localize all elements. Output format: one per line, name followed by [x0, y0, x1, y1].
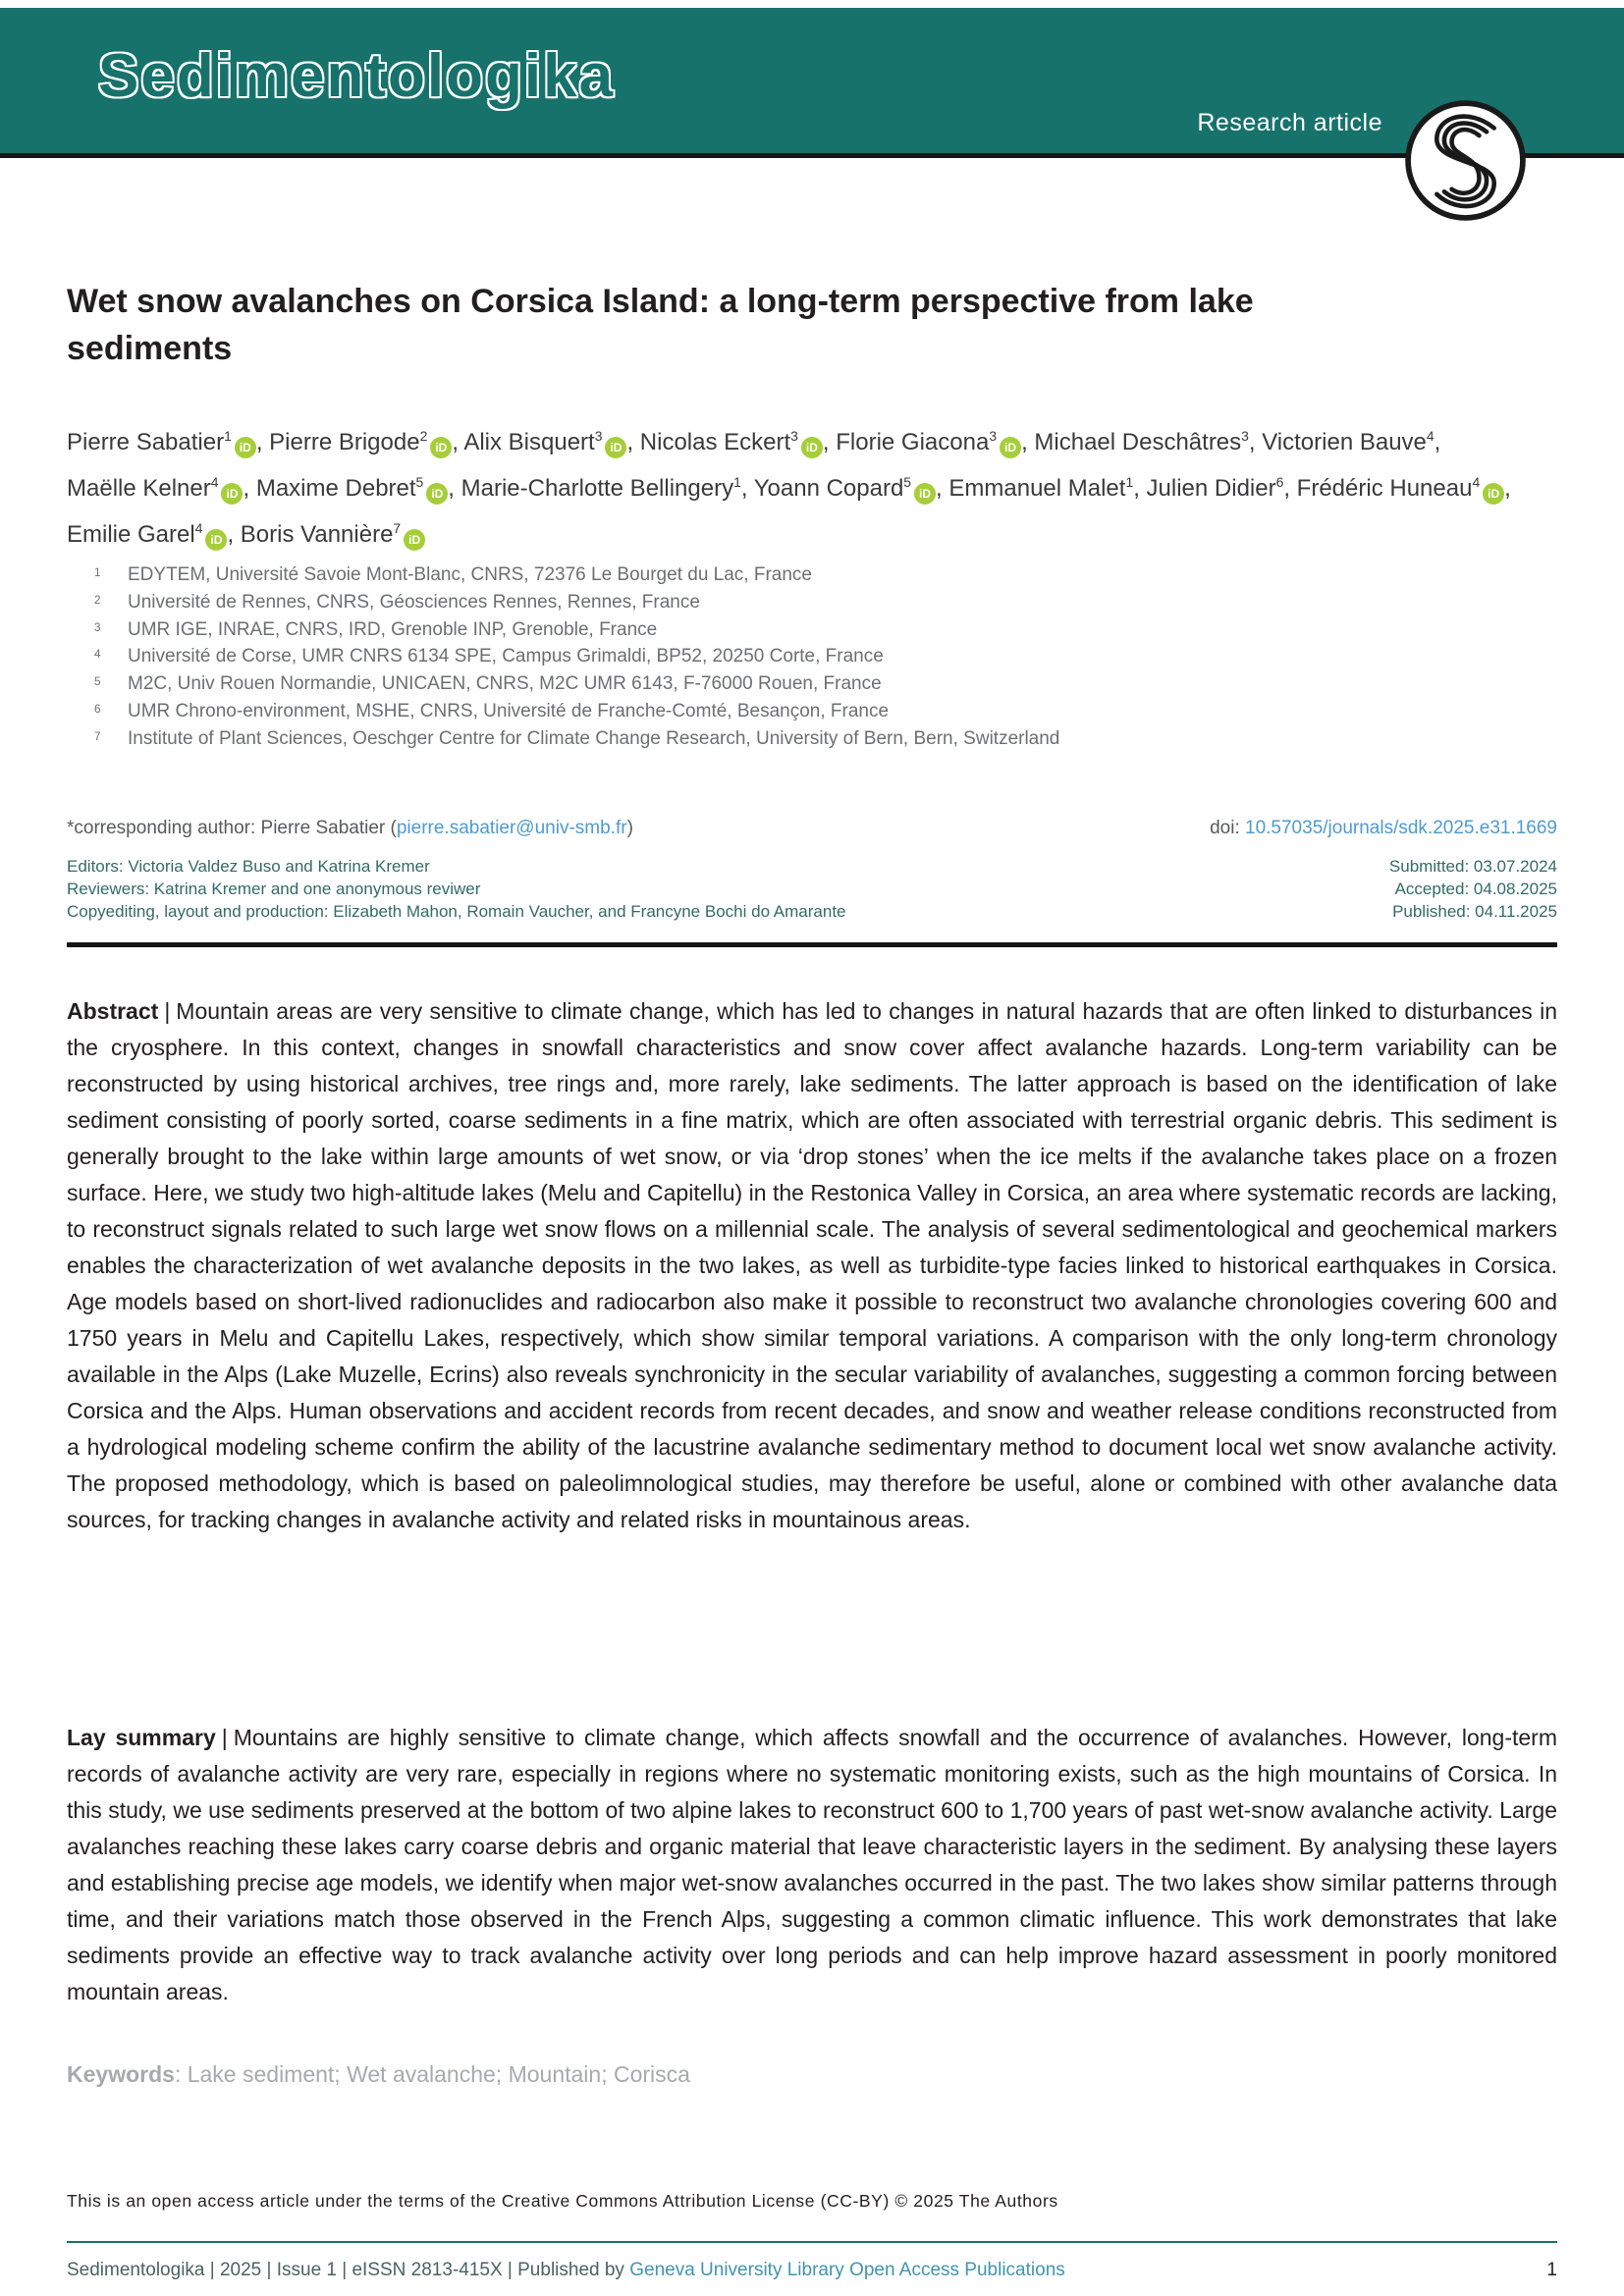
doi-link[interactable]: 10.57035/journals/sdk.2025.e31.1669 — [1245, 818, 1557, 838]
abstract-text: Mountain areas are very sensitive to climate change, which has led to changes in natural hazards that are often linked to disturbances in the cryosphere. In this context, changes in snowfall characteristics and snow cover affect avalanche hazards. Long-term variability can be reconstructed by using historical archives, tree rings and, more rarely, lake sediments. The latter approach is based on the identification of lake sediment consisting of poorly sorted, coarse sediments in a fine matrix, which are often associated with terrestrial organic debris. This sediment is generally brought to the lake within large amounts of wet snow, or via ‘drop stones’ when the ice melts if the avalanche takes place on a frozen surface. Here, we study two high-altitude lakes (Melu and Capitellu) in the Restonica Valley in Corsica, an area where systematic records are lacking, to reconstruct signals related to such large wet snow flows on a millennial scale. The analysis of several sedimentological and geochemical markers enables the characterization of wet avalanche deposits in the two lakes, as well as turbidite-type facies linked to historical earthquakes in Corsica. Age models based on short-lived radionuclides and radiocarbon also make it possible to reconstruct two avalanche chronologies covering 600 and 1750 years in Melu and Capitellu Lakes, respectively, which show similar temporal variations. A comparison with the only long-term chronology available in the Alps (Lake Muzelle, Ecrins) also reveals synchronicity in the secular variability of avalanches, suggesting a common forcing between Corsica and the Alps. Human observations and accident records from recent decades, and snow and weather release conditions reconstructed from a hydrological modeling scheme confirm the ability of the lacustrine avalanche sedimentary method to document local wet snow avalanche activity. The proposed methodology, which is based on paleolimnological studies, may therefore be useful, alone or combined with other avalanche data sources, for tracking changes in avalanche activity and related risks in mountainous areas. — [67, 998, 1557, 1532]
editorial-credit: Copyediting, layout and production: Elizabeth Mahon, Romain Vaucher, and Francyne Bochi do Amarante — [67, 901, 846, 921]
affiliation-text: EDYTEM, Université Savoie Mont-Blanc, CNRS, 72376 Le Bourget du Lac, France — [128, 564, 812, 585]
author-affiliation-superscript: 5 — [903, 474, 912, 490]
author-affiliation-superscript: 2 — [419, 428, 428, 444]
lay-summary-separator: | — [221, 1725, 228, 1750]
author-affiliation-superscript: 4 — [1426, 428, 1435, 444]
abstract-separator: | — [164, 998, 171, 1024]
footer-divider — [67, 2241, 1557, 2243]
author-affiliation-superscript: 3 — [790, 428, 798, 444]
orcid-icon[interactable]: iD — [205, 529, 227, 551]
author: Pierre Sabatier$^1$iD — [67, 429, 256, 455]
affiliation-text: Université de Rennes, CNRS, Géosciences Rennes, Rennes, France — [128, 591, 700, 613]
affiliation-row — [67, 698, 1520, 725]
article-type-label: Research article — [1197, 109, 1382, 136]
abstract — [67, 993, 1557, 1538]
keywords-label: Keywords — [67, 2061, 175, 2087]
editorial-date: Published: 04.11.2025 — [1392, 901, 1557, 921]
journal-logo-wordmark: Sedimentologika — [98, 42, 616, 110]
author-affiliation-superscript: 4 — [1472, 474, 1481, 490]
lay-summary-text: Mountains are highly sensitive to climate change, which affects snowfall and the occurrence of avalanches. However, long-term records of avalanche activity are very rare, especially in regions where no systematic monitoring exists, such as the high mountains of Corsica. In this study, we use sediments preserved at the bottom of two alpine lakes to reconstruct 600 to 1,700 years of past wet-snow avalanche activity. Large avalanches reaching these lakes carry coarse debris and organic material that leave characteristic layers in the sediment. By analysing these layers and establishing precise age models, we identify when major wet-snow avalanches occurred in the past. The two lakes show similar patterns through time, and their variations match those observed in the French Alps, suggesting a common climatic influence. This work demonstrates that lake sediments provide an effective way to track avalanche activity over long periods and can help improve hazard assessment in poorly monitored mountain areas. — [67, 1725, 1557, 2004]
section-divider — [67, 942, 1557, 947]
author-affiliation-superscript: 1 — [733, 474, 741, 490]
affiliation-row — [67, 725, 1520, 753]
author: Emmanuel Malet$^1$ — [948, 474, 1134, 502]
orcid-icon[interactable]: iD — [221, 483, 243, 505]
author: Maëlle Kelner$^4$iD — [67, 475, 243, 502]
orcid-icon[interactable]: iD — [605, 437, 626, 458]
author-affiliation-superscript: 1 — [224, 428, 232, 444]
affiliation-text: Institute of Plant Sciences, Oeschger Centre for Climate Change Research, University of Bern, Bern, Switzerland — [128, 727, 1060, 749]
author: Yoann Copard$^5$iD — [754, 475, 936, 502]
orcid-icon[interactable]: iD — [801, 437, 823, 458]
corresponding-author-email-link[interactable]: pierre.sabatier@univ-smb.fr — [396, 818, 627, 838]
orcid-icon[interactable]: iD — [404, 529, 425, 551]
orcid-icon[interactable]: iD — [235, 437, 256, 458]
affiliation-number: 7 — [94, 729, 101, 743]
abstract-label: Abstract — [67, 998, 159, 1024]
affiliation-number: 2 — [94, 593, 101, 607]
affiliation-text: Université de Corse, UMR CNRS 6134 SPE, Campus Grimaldi, BP52, 20250 Corte, France — [128, 646, 884, 667]
affiliation-number: 6 — [94, 702, 101, 716]
affiliation-text: UMR Chrono-environment, MSHE, CNRS, Université de Franche-Comté, Besançon, France — [128, 700, 890, 721]
doi-row — [1210, 818, 1557, 839]
lay-summary — [67, 1720, 1557, 2010]
editorial-credit: Reviewers: Katrina Kremer and one anonymous reviwer — [67, 879, 481, 898]
orcid-icon[interactable]: iD — [430, 437, 452, 458]
author: Alix Bisquert$^3$iD — [463, 429, 626, 455]
journal-s-logo-icon — [1403, 98, 1528, 223]
keywords-row — [67, 2061, 690, 2088]
affiliation-row — [67, 670, 1520, 698]
affiliation-row — [67, 589, 1520, 616]
affiliation-number: 3 — [94, 620, 101, 634]
editorial-row — [67, 879, 1557, 901]
page-number: 1 — [1546, 2260, 1557, 2280]
doi-label: doi: — [1210, 818, 1246, 838]
author: Maxime Debret$^5$iD — [256, 475, 448, 502]
author: Michael Deschâtres$^3$ — [1034, 428, 1249, 455]
corresponding-author-suffix: ) — [626, 818, 633, 838]
orcid-icon[interactable]: iD — [1483, 483, 1504, 505]
author: Boris Vannière$^7$iD — [241, 521, 425, 548]
author-affiliation-superscript: 3 — [1241, 428, 1249, 444]
author-affiliation-superscript: 7 — [393, 520, 402, 536]
affiliation-row — [67, 561, 1520, 589]
affiliation-list — [67, 561, 1520, 753]
author-list: Pierre Sabatier$^1$iD , Pierre Brigode$^2$iD , Alix Bisquert$^3$iD , Nicolas Eckert$^3$iD , Florie Giacona$^3$iD , Michael Deschâtres$^3$, Victorien Bauve$^4$, Maëlle Kelner$^4$iD , Maxime Debret$^5$iD , Marie-Charlotte Bellingery$^1$, Yoann Copard$^5$iD , Emmanuel Malet$^1$, Julien Didier$^6$, Frédéric Huneau$^4$iD , Emilie Garel$^4$iD , Boris Vannière$^7$iD — [67, 416, 1515, 555]
author-affiliation-superscript: 3 — [594, 428, 603, 444]
affiliation-text: UMR IGE, INRAE, CNRS, IRD, Grenoble INP, Grenoble, France — [128, 618, 658, 640]
page-footer — [67, 2260, 1557, 2281]
author: Nicolas Eckert$^3$iD — [640, 429, 823, 455]
orcid-icon[interactable]: iD — [426, 483, 448, 505]
author: Pierre Brigode$^2$iD — [269, 429, 452, 455]
page-title: Wet snow avalanches on Corsica Island: a long-term perspective from lake sediments — [67, 283, 1254, 367]
editorial-date: Accepted: 04.08.2025 — [1394, 879, 1557, 898]
affiliation-text: M2C, Univ Rouen Normandie, UNICAEN, CNRS, M2C UMR 6143, F-76000 Rouen, France — [128, 673, 882, 695]
author: Victorien Bauve$^4$ — [1262, 428, 1435, 455]
lay-summary-label: Lay summary — [67, 1725, 216, 1750]
footer-journal-line — [67, 2260, 1065, 2281]
affiliation-row — [67, 643, 1520, 670]
affiliation-number: 4 — [94, 648, 101, 662]
author-affiliation-superscript: 6 — [1275, 474, 1284, 490]
corresponding-author-prefix: *corresponding author: Pierre Sabatier ( — [67, 818, 397, 838]
publisher-link[interactable]: Geneva University Library Open Access Publications — [629, 2260, 1065, 2280]
author: Emilie Garel$^4$iD — [67, 521, 227, 548]
author-affiliation-superscript: 4 — [194, 520, 203, 536]
editorial-info — [67, 856, 1557, 923]
author-affiliation-superscript: 4 — [210, 474, 219, 490]
keywords-text: : Lake sediment; Wet avalanche; Mountain; Corisca — [174, 2061, 690, 2087]
editorial-row — [67, 856, 1557, 879]
license-statement: This is an open access article under the terms of the Creative Commons Attribution License (CC-BY) © 2025 The Authors — [67, 2191, 1058, 2211]
editorial-row — [67, 901, 1557, 924]
author-affiliation-superscript: 5 — [415, 474, 424, 490]
editorial-date: Submitted: 03.07.2024 — [1388, 857, 1557, 876]
author: Frédéric Huneau$^4$iD — [1297, 475, 1505, 502]
author: Julien Didier$^6$ — [1146, 474, 1284, 502]
author-affiliation-superscript: 3 — [989, 428, 998, 444]
author: Marie-Charlotte Bellingery$^1$ — [460, 474, 741, 502]
affiliation-number: 5 — [94, 675, 101, 689]
correspondence-row — [67, 818, 1557, 839]
footer-prefix: Sedimentologika | 2025 | Issue 1 | eISSN 2813-415X | Published by — [67, 2260, 630, 2280]
affiliation-number: 1 — [94, 566, 101, 579]
corresponding-author — [67, 818, 633, 839]
editorial-credit: Editors: Victoria Valdez Buso and Katrina Kremer — [67, 857, 430, 876]
journal-header-band — [0, 8, 1624, 158]
affiliation-row — [67, 616, 1520, 644]
author-affiliation-superscript: 1 — [1125, 474, 1134, 490]
author: Florie Giacona$^3$iD — [836, 429, 1021, 455]
orcid-icon[interactable]: iD — [1000, 437, 1021, 458]
orcid-icon[interactable]: iD — [914, 483, 936, 505]
